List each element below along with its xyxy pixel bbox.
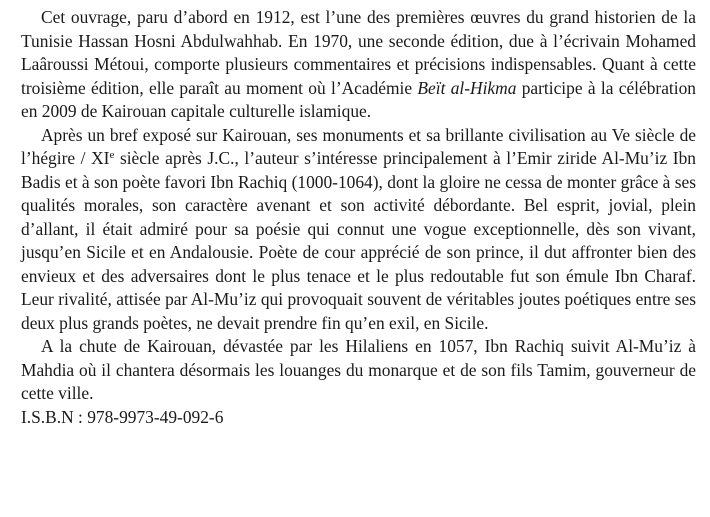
paragraph-conclusion	[21, 335, 696, 406]
paragraph-summary-text-1: Après un bref exposé sur Kairouan, ses monuments et sa brillante civilisation au Ve siècle de l’hégire / XI	[21, 124, 696, 168]
isbn-text: I.S.B.N : 978-9973-49-092-6	[21, 406, 224, 427]
paragraph-conclusion-text: A la chute de Kairouan, dévastée par les Hilaliens en 1057, Ibn Rachiq suivit Al-Mu’iz à Mahdia où il chantera désormais les louanges du monarque et de son fils Tamim, gouverneur de cette ville.	[21, 336, 696, 403]
paragraph-summary-text-2: siècle après J.C., l’auteur s’intéresse principalement à l’Emir ziride Al-Mu’iz Ibn Badis et à son poète favori Ibn Rachiq (1000-1064), dont la gloire ne cessa de monter grâce à ses qualités morales, son caractère avenant et son activité débordante. Bel esprit, jovial, plein d’allant, il était admiré pour sa poésie qui connut une vogue exceptionnelle, dès son vivant, jusqu’en Sicile et en Andalousie. Poète de cour apprécié de son prince, il dut affronter bien des envieux et des adversaires dont le plus tenace et le plus redoutable fut son émule Ibn Charaf. Leur rivalité, attisée par Al-Mu’iz qui provoquait souvent de véritables joutes poétiques entre ses deux plus grands poètes, ne devait prendre fin qu’en exil, en Sicile.	[21, 148, 696, 333]
paragraph-intro-text-1: Cet ouvrage, paru d’abord en 1912, est l’une des premières œuvres du grand historien de la Tunisie Hassan Hosni Abdulwahhab. En 1970, une seconde édition, due à l’écrivain Mohamed Laâroussi Métoui, comporte plusieurs commentaires et précisions indispensables. Quant à cette troisième édition, elle paraît au moment où l’Académie	[21, 7, 696, 98]
paragraph-summary	[21, 124, 696, 336]
academy-name: Beït al-Hikma	[417, 77, 517, 98]
century-superscript: e	[109, 149, 115, 161]
paragraph-intro-text-2: participe à la célébration en 2009 de Kairouan capitale culturelle islamique.	[21, 77, 696, 121]
isbn-line	[21, 406, 696, 430]
paragraph-intro	[21, 6, 696, 124]
